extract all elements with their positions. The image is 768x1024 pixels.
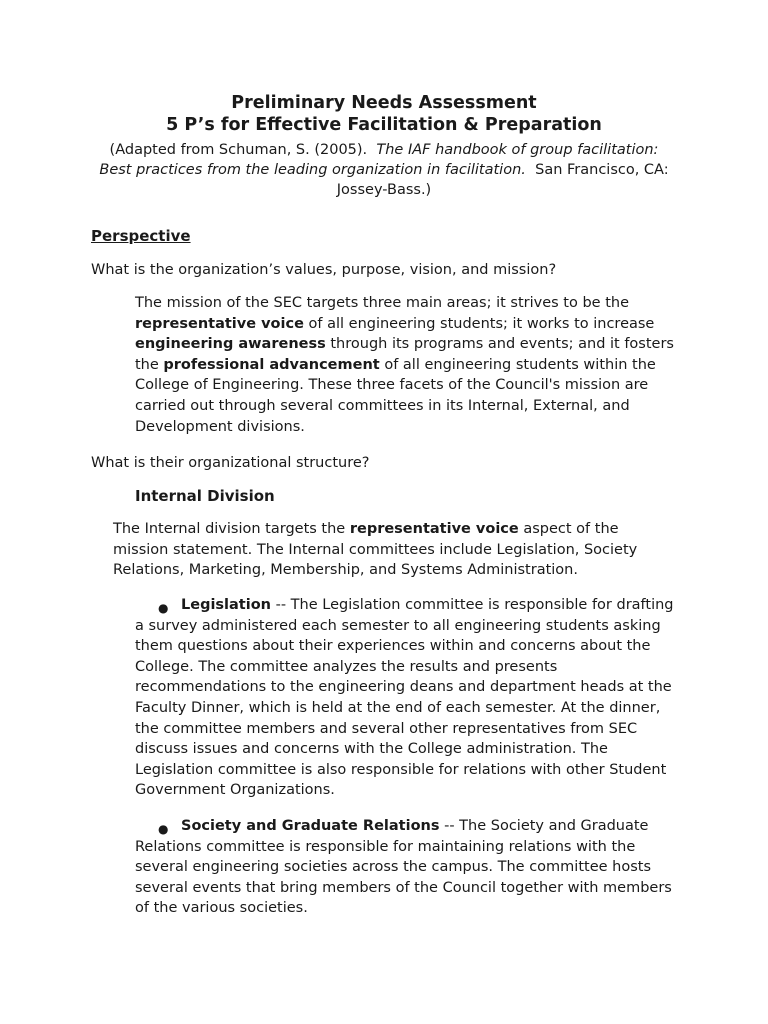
- bullet-marker-icon: ●: [158, 822, 169, 836]
- question-values: What is the organization’s values, purpose, vision, and mission?: [91, 262, 557, 278]
- document-title-line2: 5 P’s for Effective Facilitation & Preparation: [166, 115, 602, 135]
- internal-division-paragraph: [113, 519, 673, 581]
- mission-text-1: The mission of the SEC targets three main areas; it strives to be the: [135, 295, 629, 311]
- document-title-line1: Preliminary Needs Assessment: [231, 93, 537, 113]
- section-heading-perspective: Perspective: [91, 227, 191, 245]
- bullet-legislation: [135, 595, 680, 801]
- bullet-title-society-relations: Society and Graduate Relations: [181, 818, 440, 834]
- bullet-text-legislation: -- The Legislation committee is responsible for drafting a survey administered each semester to all engineering students asking them questions about their experiences within and concerns about the College. The committee analyzes the results and presents recommendations to the engineering deans and department heads at the Faculty Dinner, which is held at the end of each semester. At the dinner, the committee members and several other representatives from SEC discuss issues and concerns with the College administration. The Legislation committee is also responsible for relations with other Student Government Organizations.: [135, 597, 674, 799]
- mission-bold-engineering-awareness: engineering awareness: [135, 336, 326, 353]
- internal-text-1: The Internal division targets the: [113, 521, 350, 537]
- mission-bold-professional-advancement: professional advancement: [163, 356, 380, 373]
- bullet-text-society-relations: -- The Society and Graduate Relations committee is responsible for maintaining relations with the several engineering societies across the campus. The committee hosts several events that bring members of the Council together with members of the various societies.: [135, 818, 672, 917]
- question-structure: What is their organizational structure?: [91, 455, 370, 471]
- mission-text-3: through its programs and events; and it fosters the: [135, 336, 674, 373]
- bullet-marker-icon: ●: [158, 601, 169, 615]
- mission-text-4: of all engineering students within the College of Engineering. These three facets of the Council's mission are carried out through several committees in its Internal, External, and Development divisions.: [135, 356, 656, 435]
- bullet-society-relations: [135, 816, 675, 919]
- mission-paragraph: [135, 293, 675, 437]
- citation-italic-title: The IAF handbook of group facilitation: Best practices from the leading organization in facilitation.: [99, 142, 659, 178]
- mission-text-2: of all engineering students; it works to increase: [303, 315, 655, 332]
- citation-suffix: San Francisco, CA: Jossey-Bass.): [336, 162, 669, 198]
- bullet-title-legislation: Legislation: [181, 597, 271, 613]
- internal-text-2: aspect of the mission statement. The Internal committees include Legislation, Society Relations, Marketing, Membership, and Systems Administration.: [113, 521, 638, 579]
- internal-bold-representative-voice: representative voice: [349, 521, 519, 537]
- citation-prefix: (Adapted from Schuman, S. (2005).: [109, 142, 368, 158]
- subheading-internal-division: Internal Division: [135, 487, 275, 505]
- title-block: [0, 92, 768, 136]
- citation: [96, 140, 672, 200]
- mission-bold-representative-voice: representative voice: [135, 315, 304, 332]
